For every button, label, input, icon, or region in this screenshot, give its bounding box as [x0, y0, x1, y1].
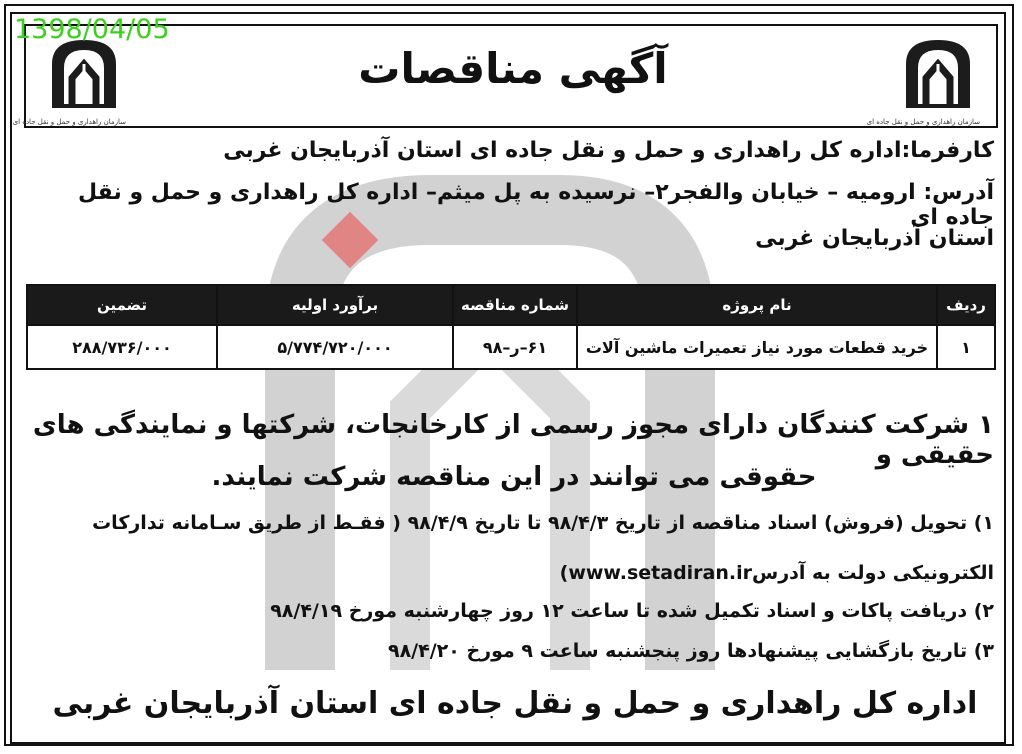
col-header-tender-number: شماره مناقصه: [453, 285, 577, 325]
col-header-guarantee: تضمین: [27, 285, 217, 325]
address-line-1: آدرس: ارومیه – خیابان والفجر۲– نرسیده به پل میثم– اداره کل راهداری و حمل و نقل جاده ای: [78, 180, 994, 230]
col-header-project-name: نام پروژه: [577, 285, 937, 325]
footer-signature: اداره کل راهداری و حمل و نقل جاده ای استان آذربایجان غربی: [52, 686, 978, 721]
org-logo-left: [12, 34, 126, 126]
cell-initial-estimate: ۵/۷۷۴/۷۲۰/۰۰۰: [217, 325, 453, 369]
cell-tender-number: ۶۱–ر–۹۸: [453, 325, 577, 369]
tender-table: [26, 284, 996, 370]
cell-guarantee: ۲۸۸/۷۳۶/۰۰۰: [27, 325, 217, 369]
road-logo-icon: [42, 34, 126, 112]
road-logo-icon: [896, 34, 980, 112]
header-box: [12, 24, 998, 128]
item-1-line-1: ۱) تحویل (فروش) اسناد مناقصه از تاریخ ۹۸/۴/۳ تا تاریخ ۹۸/۴/۹ ( فقـط از طریق سـامانه تدارکات: [92, 512, 994, 534]
item-3: ۳) تاریخ بازگشایی پیشنهادها روز پنجشنبه ساعت ۹ مورخ ۹۸/۴/۲۰: [387, 640, 994, 662]
employer-line: کارفرما:اداره کل راهداری و حمل و نقل جاده ای استان آذربایجان غربی: [223, 138, 994, 163]
eligibility-note-line-2: حقوقی می توانند در این مناقصه شرکت نمایند.: [211, 462, 817, 492]
page-title: آگهی مناقصات: [358, 44, 668, 93]
col-header-row-number: ردیف: [937, 285, 995, 325]
date-stamp: 1398/04/05: [14, 14, 170, 45]
logo-caption: سازمان راهداری و حمل و نقل جاده ای: [12, 118, 126, 126]
table-header-row: [27, 285, 995, 325]
org-logo-right: [866, 34, 980, 126]
col-header-initial-estimate: برآورد اولیه: [217, 285, 453, 325]
cell-project-name: خرید قطعات مورد نیاز تعمیرات ماشین آلات: [577, 325, 937, 369]
cell-row-number: ۱: [937, 325, 995, 369]
logo-caption: سازمان راهداری و حمل و نقل جاده ای: [866, 118, 980, 126]
item-2: ۲) دریافت پاکات و اسناد تکمیل شده تا ساعت ۱۲ روز چهارشنبه مورخ ۹۸/۴/۱۹: [270, 600, 994, 622]
eligibility-note-line-1: ۱ شرکت کنندگان دارای مجوز رسمی از کارخانجات، شرکتها و نمایندگی های حقیقی و: [32, 410, 994, 470]
item-1-suffix: ): [559, 562, 569, 584]
setadiran-link[interactable]: www.setadiran.ir: [568, 562, 753, 584]
item-1-line-2: [28, 562, 994, 584]
table-row: [27, 325, 995, 369]
item-1-prefix: الکترونیکی دولت به آدرس: [752, 562, 994, 584]
address-line-2: استان آذربایجان غربی: [755, 226, 994, 251]
